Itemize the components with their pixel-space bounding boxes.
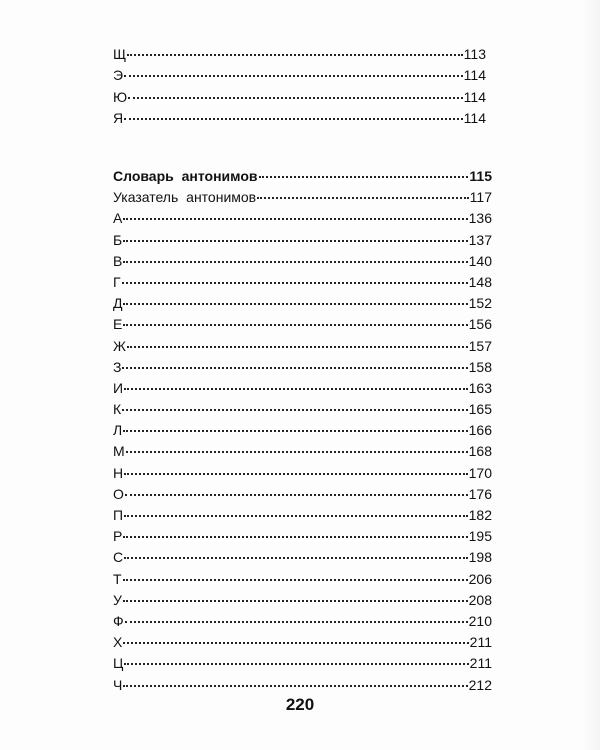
toc-entry-label: Ж [113,337,126,354]
toc-entry [113,484,492,505]
dot-leader [123,642,468,644]
toc-entry-page: 163 [468,379,492,396]
toc-entry [113,272,492,293]
toc-entry [113,505,492,526]
dot-leader [123,240,467,242]
toc-entry-label: Щ [113,46,127,62]
toc-entry [113,293,492,314]
toc-entry-label: Д [113,295,123,312]
toc-top-list [113,44,486,130]
toc-entry-label: Е [113,316,123,333]
toc-entry-label: А [113,210,123,227]
toc-entry-page: 212 [468,676,492,693]
toc-entry-label: Указатель антонимов [113,189,257,206]
toc-entry [113,208,492,229]
toc-entry-page: 182 [468,507,492,523]
toc-entry-page: 208 [468,591,492,608]
dot-leader [124,663,468,665]
toc-entry-label: Ц [113,655,124,672]
toc-entry-label: Б [113,231,123,248]
toc-entry [113,314,492,335]
page-edge-shadow [582,0,600,750]
toc-entry-page: 158 [468,358,492,375]
dot-leader [259,176,469,178]
toc-entry [113,399,492,420]
toc-entry [113,65,486,86]
toc-entry [113,251,492,272]
toc-entry [113,87,486,108]
dot-leader [123,685,467,687]
toc-entry-label: И [113,379,124,396]
toc-entry-page: 136 [468,210,492,227]
toc-entry [113,569,492,590]
dot-leader [128,97,463,99]
toc-entry-label: Г [113,273,121,290]
toc-entry-page: 206 [468,570,492,587]
dot-leader [123,218,467,220]
toc-entry-page: 170 [468,464,492,481]
toc-entry-page: 117 [469,189,492,206]
dot-leader [124,118,463,120]
toc-entry-label: З [113,358,122,375]
dot-leader [122,367,467,369]
dot-leader [123,261,467,263]
dot-leader [127,346,468,348]
dot-leader [124,75,463,77]
toc-entry-page: 137 [468,231,492,248]
toc-entry-label: Ю [113,88,128,105]
toc-entry-page: 115 [469,168,492,184]
toc-entry-label: П [113,507,124,523]
dot-leader [123,536,467,538]
toc-entry [113,547,492,568]
toc-entry-page: 168 [468,443,492,460]
toc-entry-page: 210 [468,612,492,629]
toc-main-list [113,166,492,696]
dot-leader [127,54,463,56]
dot-leader [123,430,467,432]
toc-entry [113,108,486,129]
toc-entry-label: С [113,549,124,566]
toc-entry-label: О [113,485,124,502]
dot-leader [124,557,468,559]
dot-leader [123,324,467,326]
toc-entry-page: 152 [468,295,492,312]
toc-entry [113,44,486,65]
dot-leader [123,303,467,305]
toc-entry-page: 195 [468,528,492,545]
toc-entry-label: У [113,591,122,608]
toc-entry [113,526,492,547]
toc-entry-label: К [113,401,122,418]
toc-entry-label: Э [113,67,124,84]
toc-entry-page: 198 [468,549,492,566]
toc-entry-label: М [113,443,125,460]
dot-leader [125,494,468,496]
toc-entry-label: Ч [113,676,123,693]
dot-leader [257,197,469,199]
dot-leader [124,515,468,517]
toc-entry-page: 165 [468,401,492,418]
toc-entry-label: Я [113,110,124,127]
dot-leader [122,409,467,411]
dot-leader [126,451,468,453]
toc-entry [113,675,492,696]
toc-entry [113,187,492,208]
toc-entry-label: Т [113,570,122,587]
toc-entry-page: 148 [468,273,492,290]
toc-entry-label: Р [113,528,123,545]
toc-entry-page: 157 [468,337,492,354]
toc-entry-label: В [113,252,123,269]
toc-entry-page: 211 [469,655,492,672]
toc-entry [113,378,492,399]
toc-entry [113,611,492,632]
dot-leader [123,579,468,581]
dot-leader [124,388,468,390]
toc-entry-page: 114 [463,110,486,127]
dot-leader [125,621,468,623]
toc-entry-label: Н [113,464,124,481]
toc-entry-label: Ф [113,612,124,629]
dot-leader [124,473,468,475]
toc-entry-page: 140 [468,252,492,269]
toc-entry-page: 114 [463,88,486,105]
dot-leader [123,600,468,602]
toc-entry-label: Л [113,422,123,439]
dot-leader [122,282,468,284]
toc-entry-label: Х [113,634,123,651]
page-number: 220 [285,695,315,714]
toc-entry [113,357,492,378]
toc-entry [113,336,492,357]
toc-entry [113,590,492,611]
toc-entry-page: 156 [468,316,492,333]
toc-entry [113,653,492,674]
toc-entry-page: 114 [463,67,486,84]
toc-entry-page: 113 [463,46,486,62]
toc-entry [113,420,492,441]
toc-entry-page: 166 [468,422,492,439]
toc-entry-page: 211 [469,634,492,651]
toc-entry [113,230,492,251]
toc-entry [113,632,492,653]
toc-entry-label: Словарь антонимов [113,168,258,184]
toc-entry [113,463,492,484]
toc-entry-page: 176 [468,485,492,502]
toc-entry [113,441,492,462]
toc-section-heading [113,166,492,187]
